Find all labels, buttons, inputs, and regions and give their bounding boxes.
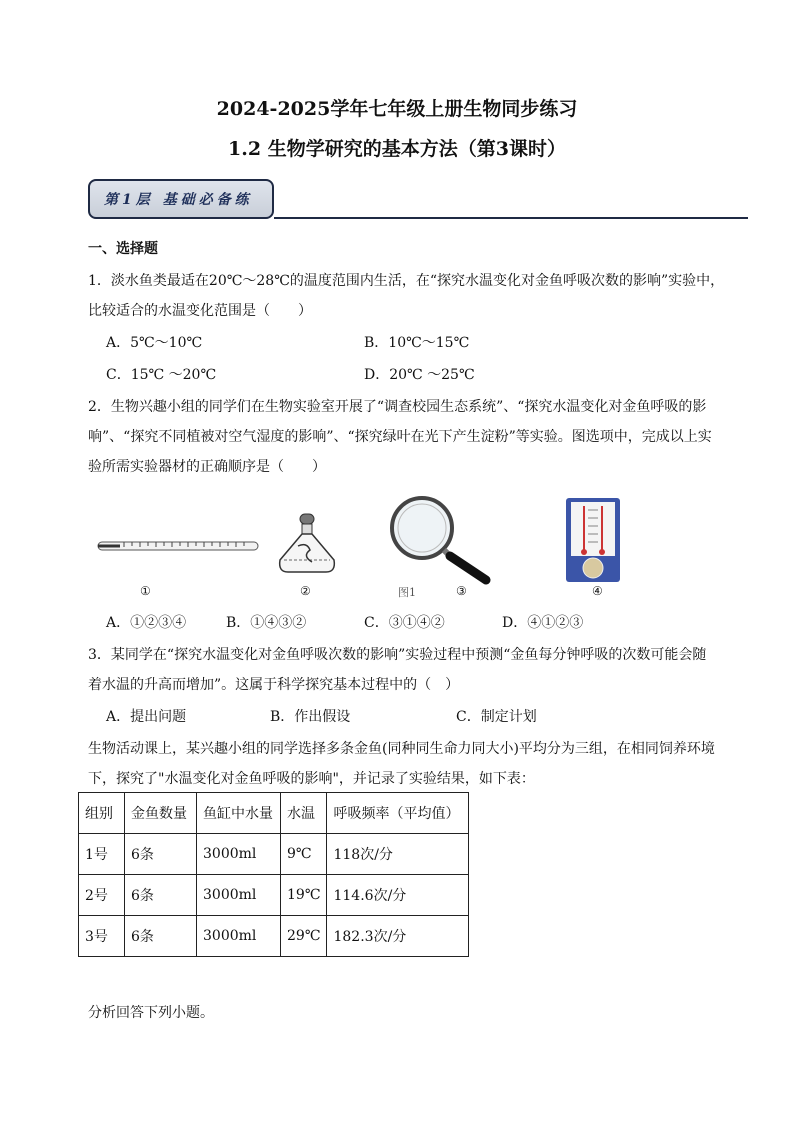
figure-caption: 图1 bbox=[398, 586, 416, 599]
q1-option-d: D．20℃ ～25℃ bbox=[364, 367, 475, 383]
table-cell: 6条 bbox=[125, 916, 197, 957]
q3-stem-line2: 着水温的升高而增加”。这属于科学探究基本过程中的（ ） bbox=[88, 677, 460, 693]
lab-equipment-figure bbox=[90, 492, 650, 604]
table-cell: 6条 bbox=[125, 875, 197, 916]
table-header-cell: 水温 bbox=[281, 793, 327, 834]
q1-stem-line2: 比较适合的水温变化范围是（ ） bbox=[88, 303, 312, 319]
table-cell: 182.3次/分 bbox=[327, 916, 469, 957]
q1-option-b: B．10℃～15℃ bbox=[364, 335, 470, 351]
table-row bbox=[79, 834, 469, 875]
q2-stem-line3: 验所需实验器材的正确顺序是（ ） bbox=[88, 459, 326, 475]
q2-option-c: C．③①④② bbox=[364, 615, 445, 631]
thermometer-image bbox=[94, 536, 264, 556]
figure-label-4: ④ bbox=[592, 584, 603, 598]
table-cell: 114.6次/分 bbox=[327, 875, 469, 916]
document-title: 2024-2025学年七年级上册生物同步练习 bbox=[216, 98, 578, 120]
context-line2: 下，探究了"水温变化对金鱼呼吸的影响"，并记录了实验结果，如下表： bbox=[88, 771, 535, 787]
q2-option-a: A．①②③④ bbox=[106, 615, 187, 631]
q2-option-d: D．④①②③ bbox=[502, 615, 584, 631]
table-row bbox=[79, 916, 469, 957]
hygrometer-image bbox=[564, 496, 622, 584]
q2-stem-line1: 2．生物兴趣小组的同学们在生物实验室开展了“调查校园生态系统”、“探究水温变化对金鱼呼吸的影 bbox=[88, 399, 707, 415]
table-header-cell: 鱼缸中水量 bbox=[197, 793, 281, 834]
table-header-cell: 金鱼数量 bbox=[125, 793, 197, 834]
footer-instruction: 分析回答下列小题。 bbox=[88, 1005, 214, 1021]
table-cell: 19℃ bbox=[281, 875, 327, 916]
table-cell: 1号 bbox=[79, 834, 125, 875]
table-cell: 3号 bbox=[79, 916, 125, 957]
q3-option-c: C．制定计划 bbox=[456, 709, 537, 725]
q3-option-b: B．作出假设 bbox=[270, 709, 351, 725]
figure-label-1: ① bbox=[140, 584, 151, 598]
section-divider bbox=[274, 217, 748, 219]
q1-option-c: C．15℃ ～20℃ bbox=[106, 367, 217, 383]
magnifying-glass-image bbox=[388, 494, 498, 586]
table-header-cell: 组别 bbox=[79, 793, 125, 834]
q3-option-a: A．提出问题 bbox=[106, 709, 187, 725]
q1-option-a: A．5℃～10℃ bbox=[106, 335, 203, 351]
part-heading: 一、选择题 bbox=[88, 241, 158, 257]
q3-stem-line1: 3．某同学在“探究水温变化对金鱼呼吸次数的影响”实验过程中预测“金鱼每分钟呼吸的次数可能会随 bbox=[88, 647, 707, 663]
q2-option-b: B．①④③② bbox=[226, 615, 307, 631]
table-row bbox=[79, 875, 469, 916]
table-cell: 3000ml bbox=[197, 834, 281, 875]
table-cell: 3000ml bbox=[197, 875, 281, 916]
table-cell: 9℃ bbox=[281, 834, 327, 875]
table-cell: 118次/分 bbox=[327, 834, 469, 875]
section-tab-label: 第1层 基础必备练 bbox=[88, 179, 274, 219]
alcohol-lamp-image bbox=[272, 512, 342, 584]
table-header-cell: 呼吸频率（平均值） bbox=[327, 793, 469, 834]
document-subtitle: 1.2 生物学研究的基本方法（第3课时） bbox=[228, 138, 566, 160]
table-cell: 3000ml bbox=[197, 916, 281, 957]
table-cell: 2号 bbox=[79, 875, 125, 916]
table-cell: 29℃ bbox=[281, 916, 327, 957]
section-header bbox=[88, 179, 748, 223]
experiment-results-table bbox=[78, 792, 469, 957]
table-cell: 6条 bbox=[125, 834, 197, 875]
figure-label-2: ② bbox=[300, 584, 311, 598]
context-line1: 生物活动课上，某兴趣小组的同学选择多条金鱼(同种同生命力同大小)平均分为三组，在相同饲养环境 bbox=[88, 741, 715, 757]
figure-label-3: ③ bbox=[456, 584, 467, 598]
table-header-row bbox=[79, 793, 469, 834]
q1-stem-line1: 1．淡水鱼类最适在20℃～28℃的温度范围内生活，在“探究水温变化对金鱼呼吸次数的影响”实验中， bbox=[88, 273, 725, 289]
q2-stem-line2: 响”、“探究不同植被对空气湿度的影响”、“探究绿叶在光下产生淀粉”等实验。图选项中，完成以上实 bbox=[88, 429, 712, 445]
